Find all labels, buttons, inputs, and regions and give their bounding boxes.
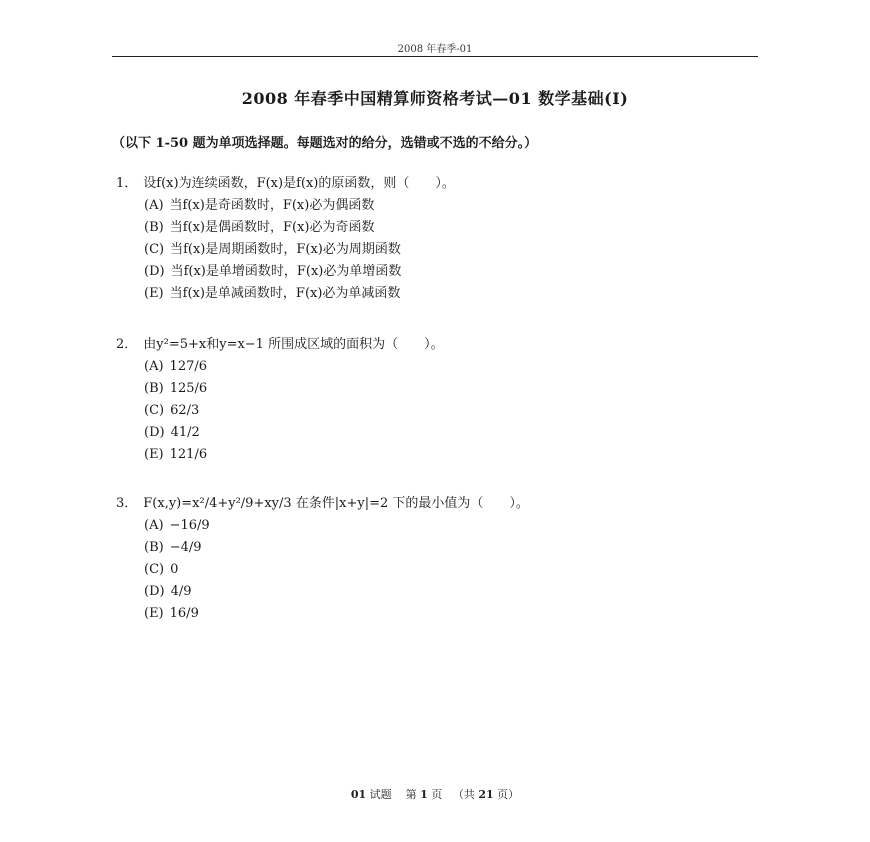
option-label: (D) (144, 425, 165, 440)
option-label: (D) (144, 584, 165, 599)
exam-label: 试题 (369, 788, 392, 801)
total-suffix: 页） (497, 788, 520, 801)
question-2 (116, 334, 444, 466)
option-text: 当f(x)是单增函数时，F(x)必为单增函数 (170, 264, 402, 279)
option-list (144, 356, 444, 466)
option-e (144, 444, 444, 466)
option-text: 当f(x)是周期函数时，F(x)必为周期函数 (170, 242, 401, 257)
option-e (144, 283, 455, 305)
option-a (144, 515, 529, 537)
question-number: 1． (116, 176, 138, 191)
question-1 (116, 173, 455, 305)
option-label: (B) (144, 220, 164, 235)
header-divider (112, 56, 758, 57)
total-pages: 21 (478, 788, 494, 801)
exam-code: 01 (350, 788, 367, 801)
option-text: 当f(x)是奇函数时，F(x)必为偶函数 (169, 198, 375, 213)
option-label: (A) (144, 359, 164, 374)
option-b (144, 378, 444, 400)
question-text: F(x,y)=x²/4+y²/9+xy/3 在条件|x+y|=2 下的最小值为（ ）。 (143, 496, 529, 511)
page-footer (112, 786, 758, 802)
page-prefix: 第 (405, 788, 417, 801)
option-list (144, 515, 529, 625)
option-b (144, 217, 455, 239)
option-label: (C) (144, 562, 165, 577)
option-label: (A) (144, 518, 164, 533)
exam-title: 2008 年春季中国精算师资格考试—01 数学基础(Ⅰ) (241, 89, 629, 108)
option-label: (A) (144, 198, 164, 213)
option-label: (C) (144, 403, 165, 418)
running-header: 2008 年春季-01 (397, 44, 473, 55)
question-3 (116, 493, 529, 625)
option-e (144, 603, 529, 625)
option-list (144, 195, 455, 305)
option-d (144, 422, 444, 444)
question-stem (116, 173, 455, 195)
question-stem (116, 493, 529, 515)
option-c (144, 400, 444, 422)
section-instruction: （以下 1-50 题为单项选择题。每题选对的给分，选错或不选的不给分。） (112, 136, 538, 151)
option-c (144, 559, 529, 581)
option-text: 125/6 (169, 381, 208, 396)
option-text: 4/9 (170, 584, 192, 599)
option-text: 41/2 (170, 425, 200, 440)
option-text: 当f(x)是单减函数时，F(x)必为单减函数 (169, 286, 401, 301)
question-stem (116, 334, 444, 356)
option-a (144, 356, 444, 378)
option-d (144, 581, 529, 603)
option-text: −16/9 (169, 518, 210, 533)
total-prefix: （共 (452, 788, 475, 801)
option-label: (D) (144, 264, 165, 279)
option-text: −4/9 (169, 540, 202, 555)
option-label: (B) (144, 540, 164, 555)
option-label: (E) (144, 447, 164, 462)
option-b (144, 537, 529, 559)
option-text: 127/6 (169, 359, 208, 374)
option-text: 16/9 (169, 606, 199, 621)
option-label: (E) (144, 286, 164, 301)
page-number: 1 (420, 788, 428, 801)
option-label: (E) (144, 606, 164, 621)
option-text: 当f(x)是偶函数时，F(x)必为奇函数 (169, 220, 375, 235)
question-number: 2． (116, 337, 138, 352)
question-text: 由y²=5+x和y=x−1 所围成区域的面积为（ ）。 (143, 337, 444, 352)
option-label: (C) (144, 242, 165, 257)
option-a (144, 195, 455, 217)
question-number: 3． (116, 496, 138, 511)
page-suffix: 页 (431, 788, 443, 801)
option-label: (B) (144, 381, 164, 396)
option-d (144, 261, 455, 283)
option-text: 121/6 (169, 447, 208, 462)
option-text: 0 (170, 562, 179, 577)
question-text: 设f(x)为连续函数，F(x)是f(x)的原函数，则（ ）。 (143, 176, 455, 191)
option-c (144, 239, 455, 261)
option-text: 62/3 (170, 403, 200, 418)
